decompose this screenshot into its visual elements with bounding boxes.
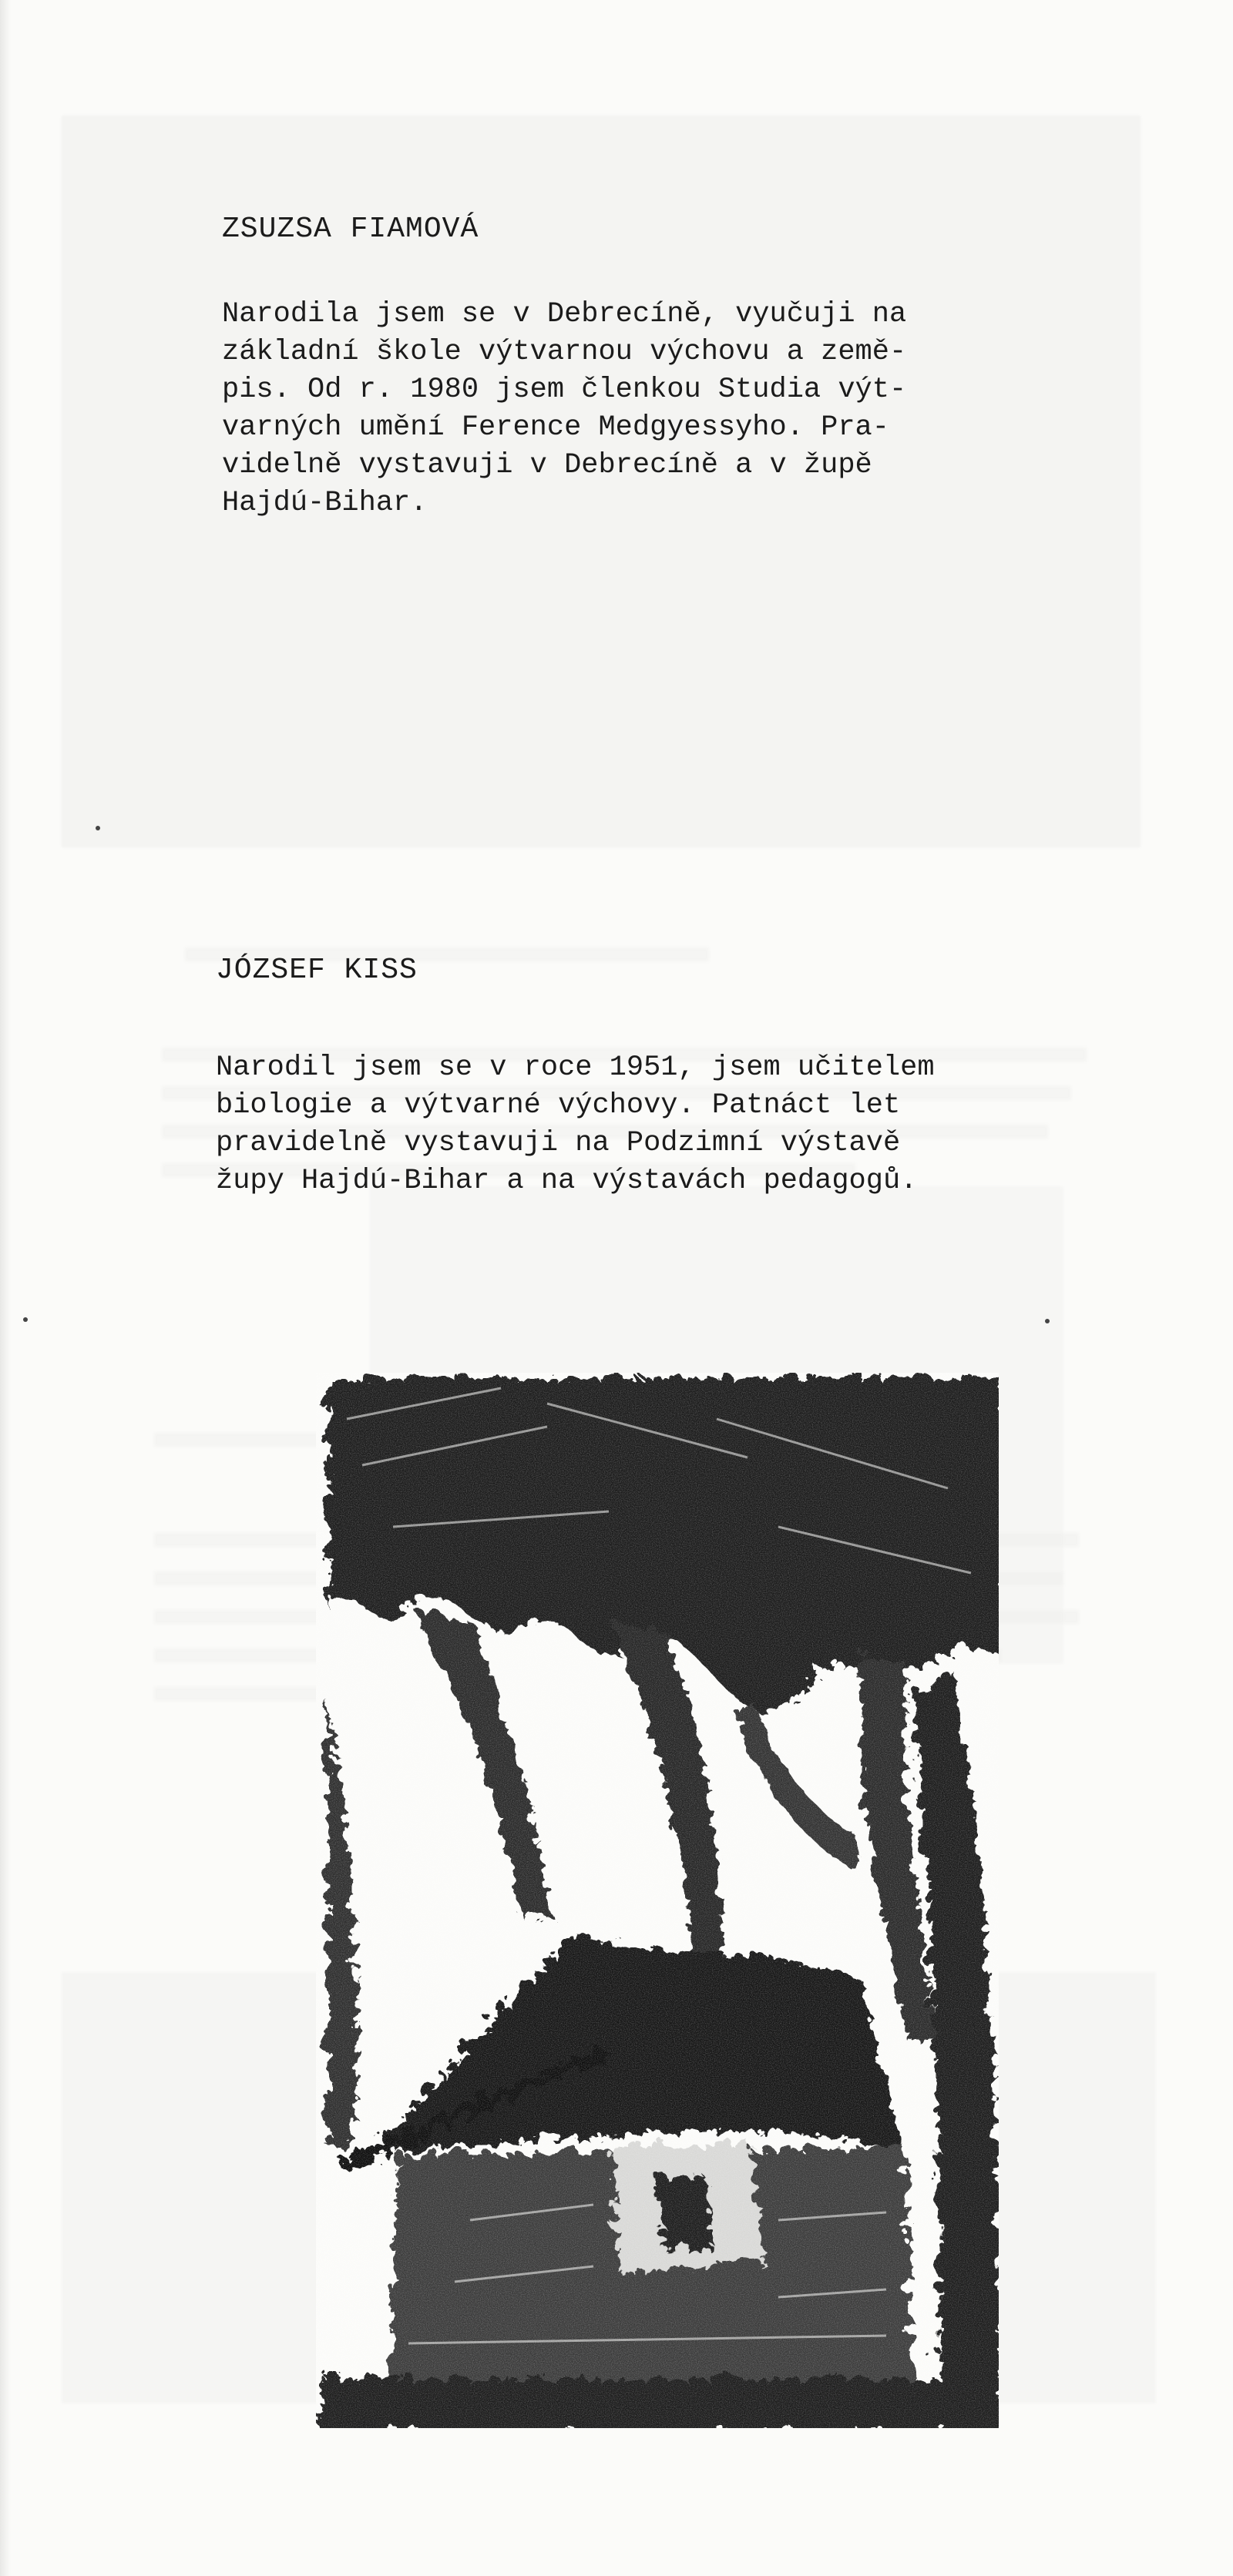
- paper-speck: [96, 826, 100, 830]
- artist-bio-fiamova: [222, 296, 906, 522]
- artist-bio-kiss: [216, 1049, 935, 1200]
- bio-line: biologie a výtvarné výchovy. Patnáct let: [216, 1089, 901, 1122]
- bio-line: základní škole výtvarnou výchovu a země-: [222, 336, 907, 368]
- woodcut-print-icon: [316, 1373, 999, 2428]
- bio-line: Narodil jsem se v roce 1951, jsem učitelem: [216, 1052, 935, 1084]
- bio-line: varných umění Ference Medgyessyho. Pra-: [222, 411, 889, 444]
- bio-line: župy Hajdú-Bihar a na výstavách pedagogů.: [216, 1165, 918, 1197]
- paper-speck: [1045, 1319, 1050, 1323]
- bio-line: pravidelně vystavuji na Podzimní výstavě: [216, 1127, 901, 1159]
- bio-line: Hajdú-Bihar.: [222, 487, 428, 519]
- bio-line: pis. Od r. 1980 jsem členkou Studia výt-: [222, 374, 907, 406]
- artist-name-fiamova: ZSUZSA FIAMOVÁ: [222, 213, 479, 246]
- artist-name-kiss: JÓZSEF KISS: [216, 954, 418, 987]
- paper-speck: [23, 1317, 28, 1322]
- bio-line: Narodila jsem se v Debrecíně, vyučuji na: [222, 298, 907, 330]
- bio-line: videlně vystavuji v Debrecíně a v župě: [222, 449, 872, 481]
